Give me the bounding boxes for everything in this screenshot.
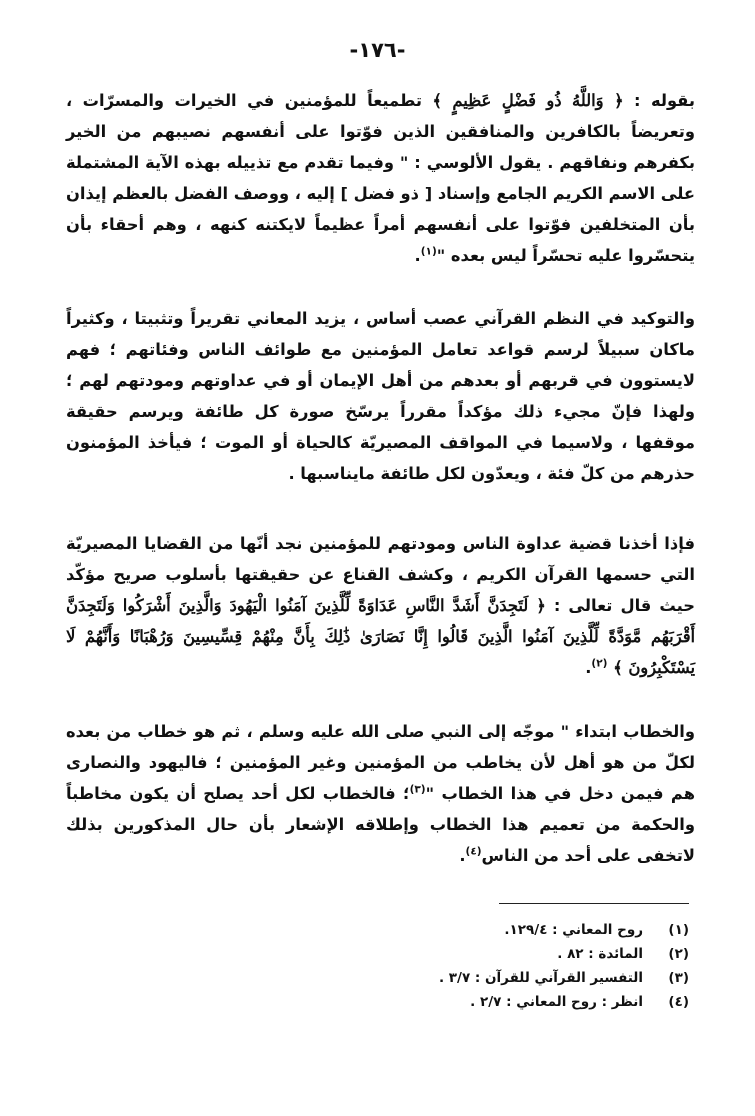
quran-verse-1: ﴿ وَاللَّهُ ذُو فَضْلٍ عَظِيمٍ ﴾ [432,91,624,110]
paragraph-4-lead: والخطاب ابتداء " موجّه إلى النبي صلى الله عليه وسلم ، ثم هو خطاب من بعده لكلّ من هو أهل لأن يخاطب من المؤمنين وغير المؤمنين ؛ فاليهود والنصارى هم فيمن دخل في هذا الخطاب " [66,722,695,803]
footnote-item [169,990,689,1014]
footnote-separator [499,903,689,904]
footnotes-list [169,918,689,1014]
footnote-text: روح المعاني : ١٢٩/٤. [504,922,643,938]
footnote-number: (٤) [668,994,689,1010]
footnote-ref-2[interactable]: (٢) [591,657,608,670]
footnote-number: (٢) [668,946,689,962]
paragraph-3-lead: فإذا أخذنا قضية عداوة الناس ومودتهم للمؤمنين نجد أنّها من القضايا المصيريّة التي حسمها القرآن الكريم ، وكشف القناع عن حقيقتها بأسلوب صريح مؤكّد حيث قال تعالى : [66,534,695,615]
paragraph-3 [66,528,695,683]
footnote-item [169,942,689,966]
quran-verse-2: ﴿ لَتَجِدَنَّ أَشَدَّ النَّاسِ عَدَاوَةً لِّلَّذِينَ آمَنُوا الْيَهُودَ وَالَّذِينَ أَشْرَكُوا وَلَتَجِدَنَّ أَقْرَبَهُم مَّوَدَّةً لِّلَّذِينَ آمَنُوا الَّذِينَ قَالُوا إِنَّا نَصَارَىٰ ذَٰلِكَ بِأَنَّ مِنْهُمْ قِسِّيسِينَ وَرُهْبَانًا وَأَنَّهُمْ لَا يَسْتَكْبِرُونَ ﴾ [66,596,695,677]
paragraph-4-end: . [459,846,466,865]
paragraph-1-lead: بقوله : [623,91,695,110]
footnote-number: (١) [668,922,689,938]
footnote-ref-1[interactable]: (١) [420,245,437,258]
footnote-ref-4[interactable]: (٤) [465,845,482,858]
paragraph-1 [66,85,695,271]
footnote-item [169,966,689,990]
paragraph-1-body: تطميعاً للمؤمنين في الخيرات والمسرّات ، وتعريضاً بالكافرين والمنافقين الذين فوّتوا على أنفسهم نصيبهم من الخير بكفرهم ونفاقهم . يقول الألوسي : " وفيما تقدم مع تذييله بهذه الآية المشتملة على الاسم الكريم الجامع وإسناد [ ذو فضل ] إليه ، ووصف الفضل بالعظم إيذان بأن المتخلفين فوّتوا على أنفسهم أمراً عظيماً لايكتنه كنهه ، وهم أحقاء بأن يتحسّروا عليه تحسّراً ليس بعده " [66,91,695,265]
footnote-number: (٣) [668,970,689,986]
paragraph-4-body: ؛ فالخطاب لكل أحد يصلح أن يكون مخاطباً والحكمة من تعميم هذا الخطاب وإطلاقه الإشعار بأن حال المذكورين بذلك لاتخفى على أحد من الناس [66,784,695,865]
paragraph-3-end: . [585,658,592,677]
page-number: -١٧٦- [349,38,406,62]
footnote-text: انظر : روح المعاني : ٢/٧ . [470,994,643,1010]
paragraph-2: والتوكيد في النظم القرآني عصب أساس ، يزيد المعاني تقريراً وتثبيتا ، وكثيراً ماكان سبيلاً لرسم قواعد تعامل المؤمنين مع طوائف الناس وفئاتهم ؛ فهم لايستوون في قربهم أو بعدهم من أهل الإيمان أو في عداوتهم ومودتهم لهم ؛ ولهذا فإنّ مجيء ذلك مؤكداً مقرراً يرسّخ صورة كل طائفة ويرسم حقيقة موقفها ، ولاسيما في المواقف المصيريّة كالحياة أو الموت ؛ فيأخذ المؤمنون حذرهم من كلّ فئة ، ويعدّون لكل طائفة مايناسبها . [66,309,695,483]
paragraph-1-end: . [414,246,421,265]
paragraph-4 [66,716,695,871]
footnote-ref-3[interactable]: (٣) [409,783,426,796]
footnote-item [169,918,689,942]
footnote-text: التفسير القرآني للقرآن : ٣/٧ . [438,970,643,986]
footnote-text: المائدة : ٨٢ . [557,946,643,962]
